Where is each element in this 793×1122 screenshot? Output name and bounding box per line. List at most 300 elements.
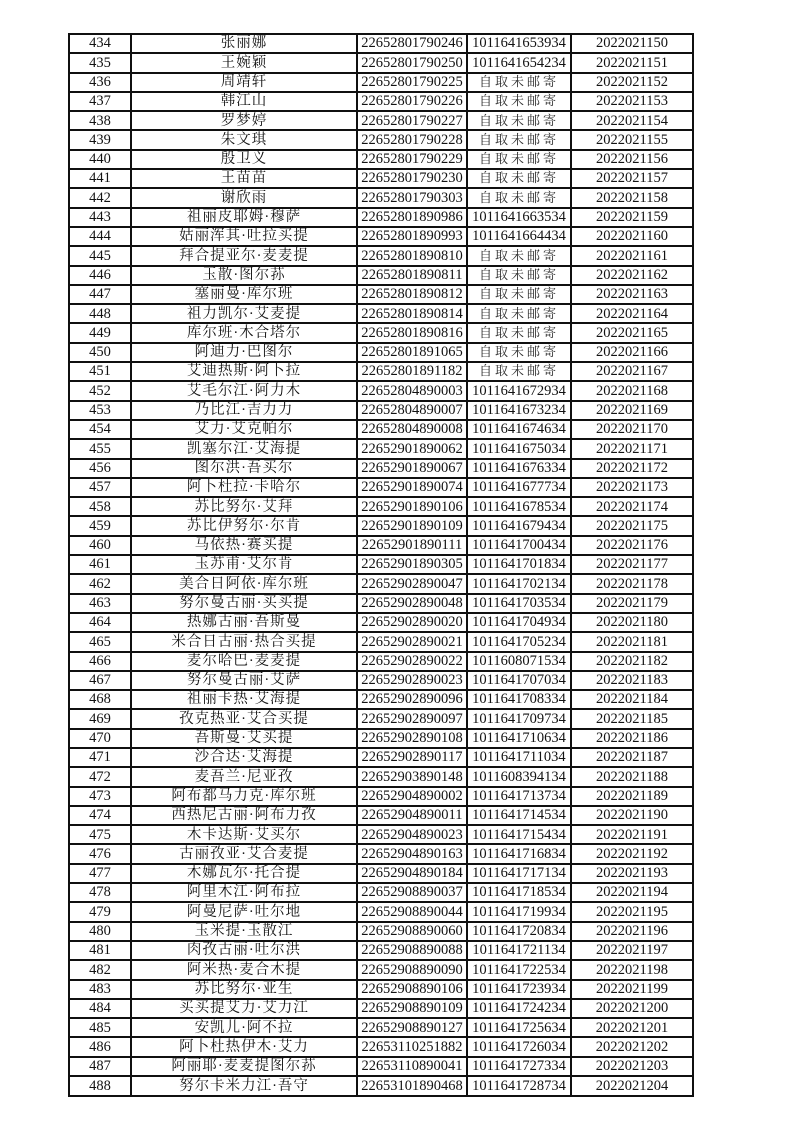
cell-number-2: 1011641726034 — [467, 1037, 571, 1056]
cell-number-2: 1011641718534 — [467, 883, 571, 902]
cell-number-2: 1011641719934 — [467, 902, 571, 921]
cell-row-number: 488 — [69, 1076, 131, 1096]
cell-number-3: 2022021189 — [571, 787, 693, 806]
cell-name: 艾力·艾克帕尔 — [131, 420, 357, 439]
cell-number-3: 2022021178 — [571, 574, 693, 593]
cell-row-number: 437 — [69, 92, 131, 111]
cell-number-2 — [467, 92, 571, 111]
cell-row-number: 482 — [69, 960, 131, 979]
cell-number-1: 22652904890163 — [357, 844, 467, 863]
cell-number-2: 1011641714534 — [467, 806, 571, 825]
cell-name: 苏比努尔·亚生 — [131, 980, 357, 999]
cell-number-1: 22652801790303 — [357, 188, 467, 207]
table-row — [69, 420, 693, 439]
cell-row-number: 464 — [69, 613, 131, 632]
cell-name: 库尔班·木合塔尔 — [131, 323, 357, 342]
cell-name: 朱文琪 — [131, 130, 357, 149]
cell-number-2: 1011641728734 — [467, 1076, 571, 1096]
table-body — [69, 34, 693, 1096]
table-row — [69, 690, 693, 709]
cell-number-1: 22652904890011 — [357, 806, 467, 825]
cell-row-number: 462 — [69, 574, 131, 593]
cell-name: 拜合提亚尔·麦麦提 — [131, 246, 357, 265]
cell-number-1: 22652801790246 — [357, 34, 467, 53]
cell-number-3: 2022021186 — [571, 729, 693, 748]
cell-row-number: 455 — [69, 439, 131, 458]
cell-number-2: 1011641707034 — [467, 671, 571, 690]
table-row — [69, 555, 693, 574]
cell-number-2 — [467, 362, 571, 381]
cell-number-1: 22652801790226 — [357, 92, 467, 111]
cell-row-number: 445 — [69, 246, 131, 265]
cell-row-number: 450 — [69, 343, 131, 362]
cell-number-3: 2022021172 — [571, 459, 693, 478]
cell-name: 艾毛尔江·阿力木 — [131, 381, 357, 400]
cell-number-1: 22652908890060 — [357, 922, 467, 941]
cell-number-2: 1011641710634 — [467, 729, 571, 748]
table-row — [69, 130, 693, 149]
cell-name: 周靖轩 — [131, 73, 357, 92]
cell-number-2: 1011641701834 — [467, 555, 571, 574]
cell-number-1: 22653101890468 — [357, 1076, 467, 1096]
cell-number-2: 1011641678534 — [467, 497, 571, 516]
cell-name: 阿里木江·阿布拉 — [131, 883, 357, 902]
cell-number-2: 1011641717134 — [467, 864, 571, 883]
cell-name: 吾斯曼·艾买提 — [131, 729, 357, 748]
cell-number-1: 22652901890074 — [357, 478, 467, 497]
cell-number-1: 22652903890148 — [357, 767, 467, 786]
cell-number-3: 2022021165 — [571, 323, 693, 342]
cell-row-number: 456 — [69, 459, 131, 478]
cell-number-3: 2022021190 — [571, 806, 693, 825]
cell-row-number: 486 — [69, 1037, 131, 1056]
cell-number-1: 22652902890047 — [357, 574, 467, 593]
cell-number-1: 22652801890986 — [357, 208, 467, 227]
cell-number-3: 2022021169 — [571, 401, 693, 420]
cell-number-3: 2022021182 — [571, 652, 693, 671]
cell-row-number: 436 — [69, 73, 131, 92]
table-row — [69, 73, 693, 92]
cell-name: 努尔卡米力江·吾守 — [131, 1076, 357, 1096]
cell-number-1: 22652908890088 — [357, 941, 467, 960]
cell-name: 艾迪热斯·阿卜拉 — [131, 362, 357, 381]
cell-number-2: 1011641727334 — [467, 1057, 571, 1076]
cell-number-1: 22652902890108 — [357, 729, 467, 748]
cell-number-1: 22652801890993 — [357, 227, 467, 246]
cell-name: 姑丽浑其·吐拉买提 — [131, 227, 357, 246]
cell-name: 阿布都马力克·库尔班 — [131, 787, 357, 806]
cell-number-3: 2022021197 — [571, 941, 693, 960]
cell-number-3: 2022021193 — [571, 864, 693, 883]
cell-number-1: 22652901890111 — [357, 536, 467, 555]
cell-number-1: 22652908890037 — [357, 883, 467, 902]
table-row — [69, 941, 693, 960]
cell-number-1: 22652801891065 — [357, 343, 467, 362]
cell-row-number: 457 — [69, 478, 131, 497]
cell-row-number: 452 — [69, 381, 131, 400]
table-row — [69, 671, 693, 690]
cell-name: 孜克热亚·艾合买提 — [131, 709, 357, 728]
table-row — [69, 266, 693, 285]
cell-number-3: 2022021180 — [571, 613, 693, 632]
cell-row-number: 479 — [69, 902, 131, 921]
cell-row-number: 454 — [69, 420, 131, 439]
cell-number-3: 2022021200 — [571, 999, 693, 1018]
table-row — [69, 536, 693, 555]
table-row — [69, 208, 693, 227]
table-row — [69, 439, 693, 458]
cell-row-number: 474 — [69, 806, 131, 825]
cell-number-1: 22652801890816 — [357, 323, 467, 342]
cell-row-number: 443 — [69, 208, 131, 227]
cell-number-1: 22652804890003 — [357, 381, 467, 400]
cell-number-3: 2022021157 — [571, 169, 693, 188]
cell-name: 麦吾兰·尼亚孜 — [131, 767, 357, 786]
cell-name: 美合日阿依·库尔班 — [131, 574, 357, 593]
cell-name: 玉米提·玉散江 — [131, 922, 357, 941]
cell-number-3: 2022021204 — [571, 1076, 693, 1096]
cell-number-1: 22652908890106 — [357, 980, 467, 999]
table-row — [69, 767, 693, 786]
cell-number-1: 22652801890812 — [357, 285, 467, 304]
table-row — [69, 999, 693, 1018]
cell-number-1: 22652902890020 — [357, 613, 467, 632]
pickup-not-mailed-label: 自取未邮寄 — [478, 324, 559, 340]
table-row — [69, 343, 693, 362]
cell-number-1: 22652804890008 — [357, 420, 467, 439]
cell-row-number: 481 — [69, 941, 131, 960]
cell-row-number: 484 — [69, 999, 131, 1018]
cell-number-2: 1011641702134 — [467, 574, 571, 593]
cell-name: 韩江山 — [131, 92, 357, 111]
cell-number-3: 2022021164 — [571, 304, 693, 323]
cell-number-1: 22653110890041 — [357, 1057, 467, 1076]
cell-name: 祖丽皮耶姆·穆萨 — [131, 208, 357, 227]
cell-number-2: 1011641708334 — [467, 690, 571, 709]
cell-name: 马依热·赛买提 — [131, 536, 357, 555]
table-row — [69, 844, 693, 863]
cell-number-1: 22652801790230 — [357, 169, 467, 188]
cell-name: 阿迪力·巴图尔 — [131, 343, 357, 362]
cell-number-3: 2022021196 — [571, 922, 693, 941]
cell-name: 热娜古丽·吾斯曼 — [131, 613, 357, 632]
table-row — [69, 169, 693, 188]
pickup-not-mailed-label: 自取未邮寄 — [478, 247, 559, 263]
cell-number-1: 22652901890109 — [357, 516, 467, 535]
cell-row-number: 458 — [69, 497, 131, 516]
cell-number-1: 22652904890023 — [357, 825, 467, 844]
table-row — [69, 574, 693, 593]
cell-name: 玉苏甫·艾尔肯 — [131, 555, 357, 574]
cell-number-3: 2022021181 — [571, 632, 693, 651]
cell-number-3: 2022021168 — [571, 381, 693, 400]
cell-name: 木卡达斯·艾买尔 — [131, 825, 357, 844]
cell-number-1: 22652901890305 — [357, 555, 467, 574]
cell-number-2: 1011641722534 — [467, 960, 571, 979]
cell-number-2 — [467, 246, 571, 265]
cell-number-1: 22652801790228 — [357, 130, 467, 149]
cell-row-number: 480 — [69, 922, 131, 941]
table-row — [69, 304, 693, 323]
cell-number-2 — [467, 343, 571, 362]
cell-number-3: 2022021183 — [571, 671, 693, 690]
cell-row-number: 461 — [69, 555, 131, 574]
cell-row-number: 447 — [69, 285, 131, 304]
cell-row-number: 487 — [69, 1057, 131, 1076]
cell-number-2: 1011608394134 — [467, 767, 571, 786]
cell-number-2: 1011641674634 — [467, 420, 571, 439]
cell-number-1: 22652801891182 — [357, 362, 467, 381]
cell-row-number: 473 — [69, 787, 131, 806]
pickup-not-mailed-label: 自取未邮寄 — [478, 189, 559, 205]
cell-number-3: 2022021171 — [571, 439, 693, 458]
cell-number-3: 2022021174 — [571, 497, 693, 516]
cell-number-3: 2022021194 — [571, 883, 693, 902]
table-row — [69, 497, 693, 516]
table-row — [69, 53, 693, 72]
cell-number-3: 2022021167 — [571, 362, 693, 381]
pickup-not-mailed-label: 自取未邮寄 — [478, 112, 559, 128]
cell-name: 塞丽曼·库尔班 — [131, 285, 357, 304]
cell-row-number: 475 — [69, 825, 131, 844]
cell-number-3: 2022021162 — [571, 266, 693, 285]
table-row — [69, 459, 693, 478]
cell-number-2 — [467, 111, 571, 130]
cell-number-2: 1011641709734 — [467, 709, 571, 728]
cell-number-3: 2022021152 — [571, 73, 693, 92]
cell-number-2: 1011641676334 — [467, 459, 571, 478]
table-row — [69, 285, 693, 304]
cell-name: 张丽娜 — [131, 34, 357, 53]
cell-name: 阿丽耶·麦麦提图尔荪 — [131, 1057, 357, 1076]
cell-number-1: 22652801790250 — [357, 53, 467, 72]
cell-name: 乃比江·吉力力 — [131, 401, 357, 420]
cell-number-3: 2022021177 — [571, 555, 693, 574]
cell-row-number: 453 — [69, 401, 131, 420]
cell-name: 阿米热·麦合木提 — [131, 960, 357, 979]
table-row — [69, 787, 693, 806]
pickup-not-mailed-label: 自取未邮寄 — [478, 151, 559, 167]
cell-number-1: 22652804890007 — [357, 401, 467, 420]
table-row — [69, 594, 693, 613]
cell-number-2: 1011641664434 — [467, 227, 571, 246]
table-row — [69, 362, 693, 381]
cell-number-2: 1011641679434 — [467, 516, 571, 535]
cell-name: 阿曼尼萨·吐尔地 — [131, 902, 357, 921]
table-row — [69, 381, 693, 400]
cell-row-number: 442 — [69, 188, 131, 207]
cell-number-2: 1011641673234 — [467, 401, 571, 420]
cell-number-2 — [467, 150, 571, 169]
cell-name: 沙合达·艾海提 — [131, 748, 357, 767]
cell-name: 努尔曼古丽·买买提 — [131, 594, 357, 613]
cell-number-1: 22652901890106 — [357, 497, 467, 516]
table-row — [69, 246, 693, 265]
cell-number-1: 22652801890811 — [357, 266, 467, 285]
cell-number-3: 2022021161 — [571, 246, 693, 265]
cell-number-1: 22652801790229 — [357, 150, 467, 169]
table-row — [69, 92, 693, 111]
cell-number-3: 2022021173 — [571, 478, 693, 497]
cell-number-3: 2022021163 — [571, 285, 693, 304]
cell-number-2: 1011641653934 — [467, 34, 571, 53]
cell-row-number: 451 — [69, 362, 131, 381]
pickup-not-mailed-label: 自取未邮寄 — [478, 266, 559, 282]
cell-number-3: 2022021185 — [571, 709, 693, 728]
cell-number-2 — [467, 169, 571, 188]
cell-number-3: 2022021166 — [571, 343, 693, 362]
cell-number-2: 1011641721134 — [467, 941, 571, 960]
cell-number-2: 1011641663534 — [467, 208, 571, 227]
table-row — [69, 652, 693, 671]
cell-number-2: 1011641713734 — [467, 787, 571, 806]
cell-number-1: 22652902890022 — [357, 652, 467, 671]
cell-number-1: 22652902890096 — [357, 690, 467, 709]
cell-number-3: 2022021188 — [571, 767, 693, 786]
cell-row-number: 446 — [69, 266, 131, 285]
cell-number-2 — [467, 188, 571, 207]
cell-number-2: 1011641716834 — [467, 844, 571, 863]
table-row — [69, 613, 693, 632]
cell-number-2: 1011641672934 — [467, 381, 571, 400]
cell-row-number: 467 — [69, 671, 131, 690]
table-row — [69, 478, 693, 497]
cell-row-number: 472 — [69, 767, 131, 786]
pickup-not-mailed-label: 自取未邮寄 — [478, 363, 559, 379]
table-row — [69, 980, 693, 999]
cell-number-3: 2022021199 — [571, 980, 693, 999]
cell-number-3: 2022021176 — [571, 536, 693, 555]
cell-number-2 — [467, 73, 571, 92]
cell-number-3: 2022021156 — [571, 150, 693, 169]
cell-name: 阿卜杜拉·卡哈尔 — [131, 478, 357, 497]
cell-number-2 — [467, 323, 571, 342]
cell-number-3: 2022021150 — [571, 34, 693, 53]
table-row — [69, 188, 693, 207]
cell-number-2 — [467, 304, 571, 323]
cell-number-1: 22652908890090 — [357, 960, 467, 979]
table-row — [69, 864, 693, 883]
cell-row-number: 483 — [69, 980, 131, 999]
table-row — [69, 34, 693, 53]
cell-number-2: 1011641715434 — [467, 825, 571, 844]
cell-number-3: 2022021179 — [571, 594, 693, 613]
pickup-not-mailed-label: 自取未邮寄 — [478, 131, 559, 147]
cell-name: 买买提艾力·艾力江 — [131, 999, 357, 1018]
cell-number-3: 2022021195 — [571, 902, 693, 921]
cell-number-3: 2022021170 — [571, 420, 693, 439]
cell-number-1: 22652801890810 — [357, 246, 467, 265]
table-row — [69, 1076, 693, 1096]
cell-row-number: 435 — [69, 53, 131, 72]
cell-number-1: 22652902890023 — [357, 671, 467, 690]
cell-number-1: 22652908890044 — [357, 902, 467, 921]
cell-row-number: 449 — [69, 323, 131, 342]
cell-name: 肉孜古丽·吐尔洪 — [131, 941, 357, 960]
cell-row-number: 478 — [69, 883, 131, 902]
pickup-not-mailed-label: 自取未邮寄 — [478, 170, 559, 186]
cell-name: 阿卜杜热伊木·艾力 — [131, 1037, 357, 1056]
pickup-not-mailed-label: 自取未邮寄 — [478, 286, 559, 302]
table-row — [69, 632, 693, 651]
table-row — [69, 883, 693, 902]
cell-name: 玉散·图尔荪 — [131, 266, 357, 285]
cell-number-3: 2022021191 — [571, 825, 693, 844]
cell-number-3: 2022021198 — [571, 960, 693, 979]
cell-number-3: 2022021158 — [571, 188, 693, 207]
cell-row-number: 434 — [69, 34, 131, 53]
cell-row-number: 468 — [69, 690, 131, 709]
cell-row-number: 476 — [69, 844, 131, 863]
table-row — [69, 150, 693, 169]
cell-number-1: 22652902890097 — [357, 709, 467, 728]
cell-number-1: 22652901890067 — [357, 459, 467, 478]
cell-number-2: 1011641720834 — [467, 922, 571, 941]
table-row — [69, 227, 693, 246]
cell-number-3: 2022021151 — [571, 53, 693, 72]
pickup-not-mailed-label: 自取未邮寄 — [478, 93, 559, 109]
cell-number-3: 2022021153 — [571, 92, 693, 111]
table-row — [69, 1018, 693, 1037]
cell-number-2 — [467, 130, 571, 149]
cell-number-1: 22652902890117 — [357, 748, 467, 767]
cell-name: 麦尔哈巴·麦麦提 — [131, 652, 357, 671]
cell-number-3: 2022021187 — [571, 748, 693, 767]
pickup-not-mailed-label: 自取未邮寄 — [478, 73, 559, 89]
table-row — [69, 1037, 693, 1056]
table-row — [69, 709, 693, 728]
cell-row-number: 463 — [69, 594, 131, 613]
cell-number-2: 1011641675034 — [467, 439, 571, 458]
cell-name: 殷卫义 — [131, 150, 357, 169]
table-row — [69, 806, 693, 825]
cell-name: 努尔曼古丽·艾萨 — [131, 671, 357, 690]
cell-name: 米合日古丽·热合买提 — [131, 632, 357, 651]
cell-row-number: 477 — [69, 864, 131, 883]
cell-name: 木娜瓦尔·托合提 — [131, 864, 357, 883]
cell-name: 西热尼古丽·阿布力孜 — [131, 806, 357, 825]
cell-number-3: 2022021202 — [571, 1037, 693, 1056]
cell-number-2: 1011641704934 — [467, 613, 571, 632]
cell-number-3: 2022021175 — [571, 516, 693, 535]
cell-name: 安凯儿·阿不拉 — [131, 1018, 357, 1037]
table-row — [69, 922, 693, 941]
cell-number-2: 1011641723934 — [467, 980, 571, 999]
table-row — [69, 323, 693, 342]
cell-number-1: 22652902890048 — [357, 594, 467, 613]
cell-number-2: 1011641654234 — [467, 53, 571, 72]
cell-row-number: 438 — [69, 111, 131, 130]
table-row — [69, 748, 693, 767]
cell-number-2: 1011641700434 — [467, 536, 571, 555]
cell-row-number: 471 — [69, 748, 131, 767]
cell-number-3: 2022021192 — [571, 844, 693, 863]
pickup-not-mailed-label: 自取未邮寄 — [478, 305, 559, 321]
cell-name: 祖丽卡热·艾海提 — [131, 690, 357, 709]
cell-row-number: 469 — [69, 709, 131, 728]
cell-name: 祖力凯尔·艾麦提 — [131, 304, 357, 323]
cell-number-3: 2022021159 — [571, 208, 693, 227]
cell-number-3: 2022021201 — [571, 1018, 693, 1037]
pickup-not-mailed-label: 自取未邮寄 — [478, 344, 559, 360]
cell-number-3: 2022021154 — [571, 111, 693, 130]
cell-number-2: 1011641677734 — [467, 478, 571, 497]
cell-row-number: 470 — [69, 729, 131, 748]
cell-row-number: 448 — [69, 304, 131, 323]
table-row — [69, 1057, 693, 1076]
cell-number-1: 22652801790225 — [357, 73, 467, 92]
cell-number-2: 1011641711034 — [467, 748, 571, 767]
